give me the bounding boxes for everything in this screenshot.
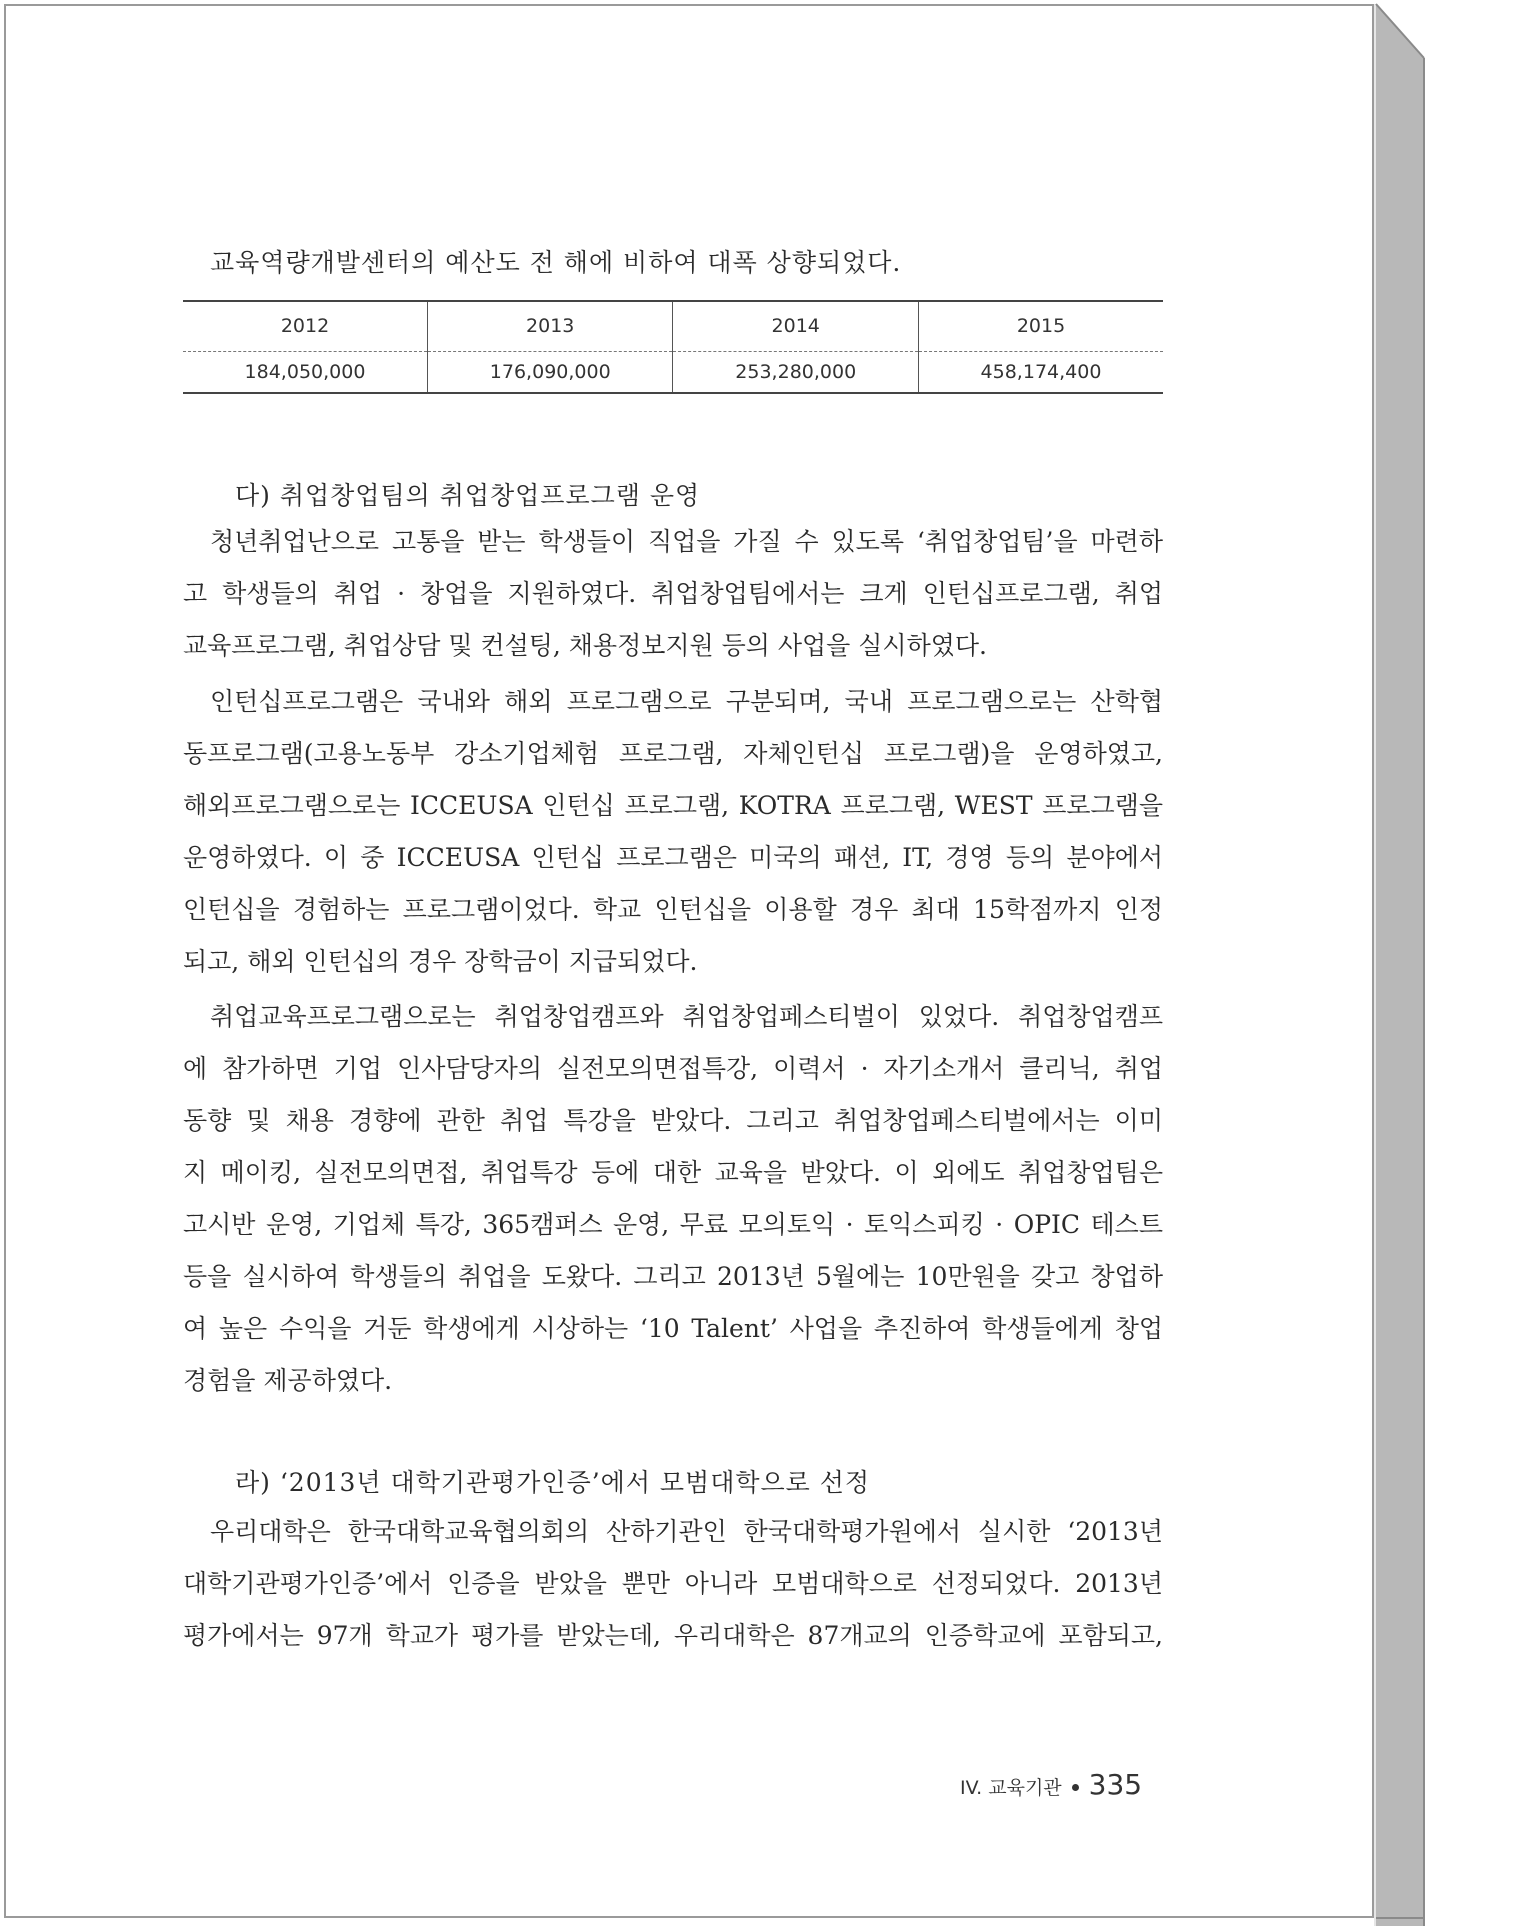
table-header-row [183,301,1163,351]
text-line: 에 참가하면 기업 인사담당자의 실전모의면접특강, 이력서 · 자기소개서 클리닉, 취업 [183,1054,1163,1083]
header-cell: 2012 [183,301,427,351]
text-line: 인턴십프로그램은 국내와 해외 프로그램으로 구분되며, 국내 프로그램으로는 산학협 [210,687,1163,716]
value-cell: 253,280,000 [673,351,919,393]
text-line: 고 학생들의 취업 · 창업을 지원하였다. 취업창업팀에서는 크게 인턴십프로그램, 취업 [183,579,1163,608]
text-line: 지 메이킹, 실전모의면접, 취업특강 등에 대한 교육을 받았다. 이 외에도 취업창업팀은 [183,1158,1163,1187]
text-line: 동프로그램(고용노동부 강소기업체험 프로그램, 자체인턴십 프로그램)을 운영하였고, [183,739,1163,768]
text-line: 평가에서는 97개 학교가 평가를 받았는데, 우리대학은 87개교의 인증학교에 포함되고, [183,1621,1163,1650]
paragraph [183,991,1163,1407]
header-cell: 2014 [673,301,919,351]
text-line: 인턴십을 경험하는 프로그램이었다. 학교 인턴십을 이용할 경우 최대 15학점까지 인정 [183,895,1163,924]
header-cell: 2013 [427,301,673,351]
text-line: 취업교육프로그램으로는 취업창업캠프와 취업창업페스티벌이 있었다. 취업창업캠프 [210,1002,1163,1031]
table-row [183,351,1163,393]
text-line: 청년취업난으로 고통을 받는 학생들이 직업을 가질 수 있도록 ‘취업창업팀’을 마련하 [210,527,1163,556]
text-line: 되고, 해외 인턴십의 경우 장학금이 지급되었다. [183,947,698,976]
text-line: 우리대학은 한국대학교육협의회의 산하기관인 한국대학평가원에서 실시한 ‘2013년 [210,1517,1163,1546]
page-edge [1374,0,1520,1926]
text-line: 교육프로그램, 취업상담 및 컨설팅, 채용정보지원 등의 사업을 실시하였다. [183,631,987,660]
text-line: 여 높은 수익을 거둔 학생에게 시상하는 ‘10 Talent’ 사업을 추진하여 학생들에게 창업 [183,1314,1163,1343]
bullet-icon [1072,1784,1079,1791]
intro-sentence: 교육역량개발센터의 예산도 전 해에 비하여 대폭 상향되었다. [210,248,902,277]
page-footer [960,1768,1176,1801]
header-cell: 2015 [1016,315,1066,338]
section-heading-employment: 다) 취업창업팀의 취업창업프로그램 운영 [235,481,701,510]
value-cell: 458,174,400 [980,360,1102,383]
section-heading-accreditation: 라) ‘2013년 대학기관평가인증’에서 모범대학으로 선정 [235,1468,871,1497]
text-line: 고시반 운영, 기업체 특강, 365캠퍼스 운영, 무료 모의토익 · 토익스피킹 · OPIC 테스트 [183,1210,1163,1239]
paragraph [183,1506,1163,1662]
text-line: 대학기관평가인증’에서 인증을 받았을 뿐만 아니라 모범대학으로 선정되었다. 2013년 [183,1569,1163,1598]
text-line: 동향 및 채용 경향에 관한 취업 특강을 받았다. 그리고 취업창업페스티벌에서는 이미 [183,1106,1163,1135]
value-cell: 184,050,000 [183,351,427,393]
text-line: 해외프로그램으로는 ICCEUSA 인턴십 프로그램, KOTRA 프로그램, WEST 프로그램을 [183,791,1163,820]
chapter-label: IV. 교육기관 [960,1777,1062,1799]
paragraph [183,676,1163,988]
page-number: 335 [1088,1768,1143,1801]
text-line: 운영하였다. 이 중 ICCEUSA 인턴십 프로그램은 미국의 패션, IT, 경영 등의 분야에서 [183,843,1163,872]
paragraph [183,516,1163,672]
budget-table [183,300,1163,394]
text-line: 경험을 제공하였다. [183,1366,393,1395]
text-line: 등을 실시하여 학생들의 취업을 도왔다. 그리고 2013년 5월에는 10만원을 갖고 창업하 [183,1262,1163,1291]
value-cell: 176,090,000 [427,351,673,393]
